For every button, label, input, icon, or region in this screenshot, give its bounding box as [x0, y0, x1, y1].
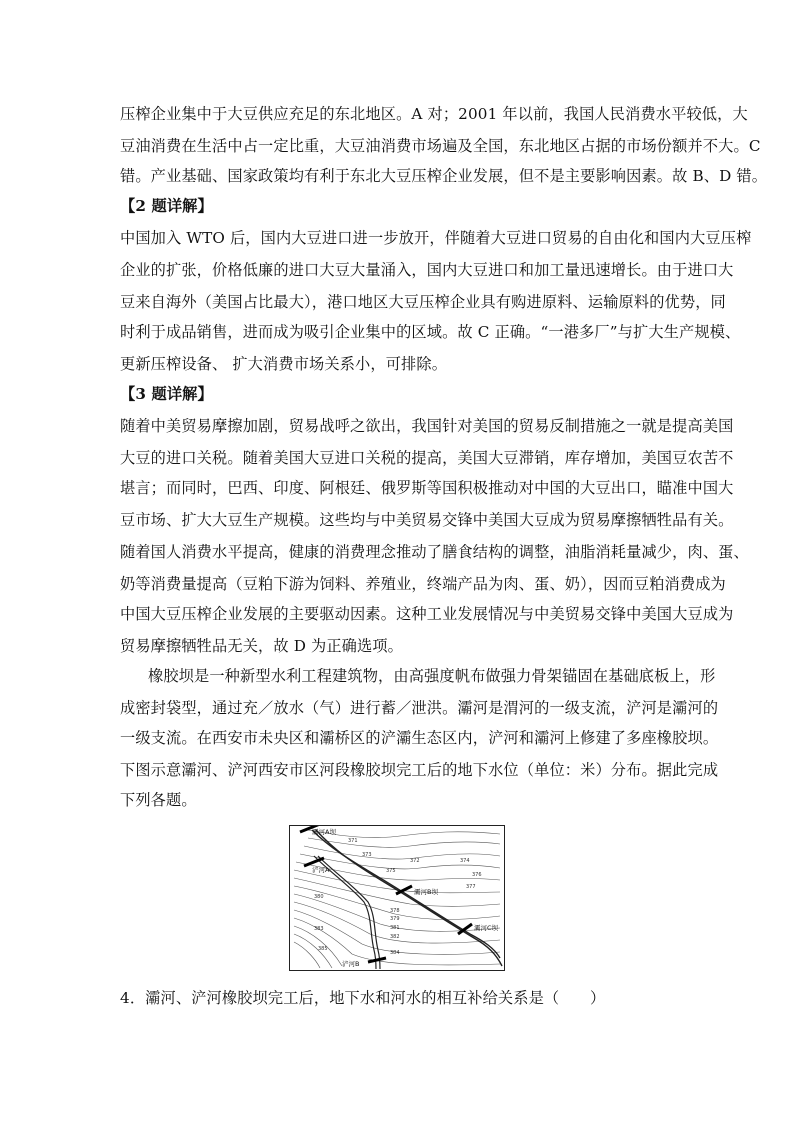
paragraph-line: 豆市场、扩大大豆生产规模。这些均与中美贸易交锋中美国大豆成为贸易摩擦牺牲品有关。	[120, 511, 734, 529]
paragraph-line: 豆油消费在生活中占一定比重，大豆油消费市场遍及全国，东北地区占据的市场份额并不大。C	[120, 137, 761, 155]
dam-a-label: 灞河A坝	[312, 828, 336, 836]
paragraph-line: 成密封袋型，通过充／放水（气）进行蓄／泄洪。灞河是渭河的一级支流，浐河是灞河的	[120, 699, 719, 717]
contour-label: 384	[390, 950, 400, 956]
river-chan-b-label: 浐河B	[342, 960, 360, 968]
dam-b-label: 灞河B坝	[414, 888, 438, 896]
paragraph-line: 大豆的进口关税。随着美国大豆进口关税的提高，美国大豆滞销，库存增加，美国豆农苦不	[120, 449, 734, 467]
contour-label: 385	[318, 946, 328, 952]
groundwater-contour-map	[289, 825, 505, 971]
contour-label: 374	[460, 858, 470, 864]
contour-label: 371	[348, 838, 358, 844]
paragraph-line: 橡胶坝是一种新型水利工程建筑物，由高强度帆布做强力骨架锚固在基础底板上，形	[148, 667, 716, 685]
paragraph-line: 更新压榨设备、 扩大消费市场关系小，可排除。	[120, 355, 448, 373]
contour-label: 377	[466, 884, 476, 890]
bahe-river-bank	[316, 830, 502, 966]
paragraph-line: 堪言；而同时，巴西、印度、阿根廷、俄罗斯等国积极推动对中国的大豆出口，瞄准中国大	[120, 479, 734, 497]
paragraph-line: 豆来自海外（美国占比最大），港口地区大豆压榨企业具有购进原料、运输原料的优势，同	[120, 293, 726, 311]
contour-label: 373	[362, 852, 372, 858]
contour-label: 383	[314, 926, 324, 932]
contour-label: 375	[386, 868, 396, 874]
paragraph-line: 下图示意灞河、浐河西安市区河段橡胶坝完工后的地下水位（单位：米）分布。据此完成	[120, 761, 719, 779]
question-4: 4．灞河、浐河橡胶坝完工后，地下水和河水的相互补给关系是（ ）	[120, 989, 606, 1007]
paragraph-line: 一级支流。在西安市未央区和灞桥区的浐灞生态区内，浐河和灞河上修建了多座橡胶坝。	[120, 729, 719, 747]
river-chan-a-label: 浐河A	[312, 866, 330, 874]
paragraph-line: 随着中美贸易摩擦加剧，贸易战呼之欲出，我国针对美国的贸易反制措施之一就是提高美国	[120, 417, 734, 435]
contour-label: 382	[390, 934, 400, 940]
paragraph-line: 压榨企业集中于大豆供应充足的东北地区。A 对；2001 年以前，我国人民消费水平较低，大	[120, 105, 748, 123]
section-heading-2: 【2 题详解】	[120, 197, 213, 215]
dam-c-label: 灞河C坝	[474, 924, 499, 932]
map-svg	[290, 826, 503, 969]
paragraph-line: 随着国人消费水平提高，健康的消费理念推动了膳食结构的调整，油脂消耗量减少，肉、蛋、	[120, 543, 749, 561]
contour-label: 381	[390, 925, 400, 931]
contour-labels	[314, 838, 482, 956]
paragraph-line: 中国加入 WTO 后，国内大豆进口进一步放开，伴随着大豆进口贸易的自由化和国内大豆压榨	[120, 229, 752, 247]
paragraph-line: 下列各题。	[120, 791, 197, 809]
bahe-river	[312, 830, 500, 958]
paragraph-line: 贸易摩擦牺牲品无关，故 D 为正确选项。	[120, 637, 404, 655]
contour-label: 376	[472, 872, 482, 878]
paragraph-line: 时利于成品销售，进而成为吸引企业集中的区域。故 C 正确。“一港多厂”与扩大生产规模、	[120, 323, 741, 341]
contour-label: 372	[410, 858, 420, 864]
paragraph-line: 错。产业基础、国家政策均有利于东北大豆压榨企业发展，但不是主要影响因素。故 B、D 错。	[120, 167, 768, 185]
section-heading-3: 【3 题详解】	[120, 385, 213, 403]
paragraph-line: 企业的扩张，价格低廉的进口大豆大量涌入，国内大豆进口和加工量迅速增长。由于进口大	[120, 261, 734, 279]
contour-label: 378	[390, 908, 400, 914]
paragraph-line: 中国大豆压榨企业发展的主要驱动因素。这种工业发展情况与中美贸易交锋中美国大豆成为	[120, 605, 734, 623]
contour-label: 380	[314, 894, 324, 900]
contour-label: 379	[390, 916, 400, 922]
paragraph-line: 奶等消费量提高（豆粕下游为饲料、养殖业，终端产品为肉、蛋、奶），因而豆粕消费成为	[120, 575, 726, 593]
